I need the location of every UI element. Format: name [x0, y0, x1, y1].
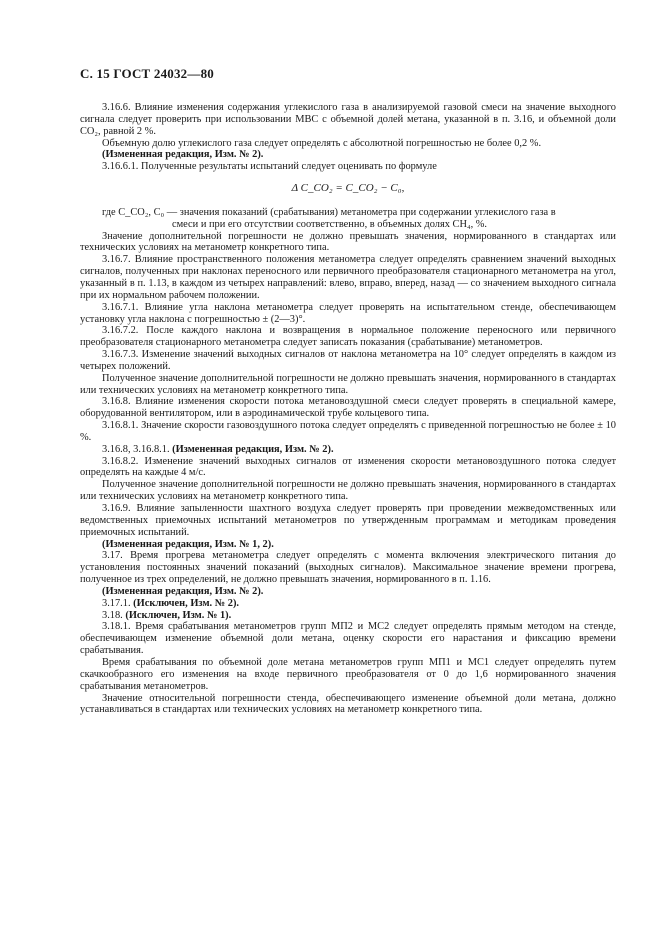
paragraph: Полученное значение дополнительной погрешности не должно превышать значения, нормированного в стандартах или технических условиях на метанометр конкретного типа.: [80, 479, 616, 503]
amendment-note: (Измененная редакция, Изм. № 1, 2).: [102, 538, 274, 550]
amendment-note: (Измененная редакция, Изм. № 2).: [172, 443, 334, 455]
excluded-note: (Исключен, Изм. № 2).: [133, 597, 240, 609]
amendment-note: (Измененная редакция, Изм. № 2).: [102, 149, 264, 161]
paragraph: 3.16.8.2. Изменение значений выходных сигналов от изменения скорости метановоздушного потока следует определять на каждые 4 м/с.: [80, 455, 616, 479]
paragraph: Полученное значение дополнительной погрешности не должно превышать значения, нормированного в стандартах или технических условиях на метанометр конкретного типа.: [80, 372, 616, 396]
excluded-note: (Исключен, Изм. № 1).: [125, 609, 232, 621]
paragraph: [80, 598, 616, 610]
paragraph: 3.16.7.3. Изменение значений выходных сигналов от наклона метанометра на 10° следует определять в каждом из четырех положений.: [80, 349, 616, 372]
formula-legend-cont: смеси и при его отсутствии соответственно, в объемных долях CH₄, %.: [172, 218, 488, 230]
paragraph: 3.16.7.1. Влияние угла наклона метанометра следует проверять на испытательном стенде, обеспечивающем установку угла наклона с погрешностью ± (2—3)°.: [80, 301, 616, 325]
paragraph: 3.16.8. Влияние изменения скорости потока метановоздушной смеси следует проверять в специальной камере, оборудованной вентилятором, или в аэродинамической трубе кольцевого типа.: [80, 396, 616, 420]
amendment-note: (Измененная редакция, Изм. № 2).: [102, 585, 264, 597]
paragraph: Время срабатывания по объемной доле метана метанометров групп МП1 и МС1 следует определять путем скачкообразного его изменения на входе первичного преобразователя от 0 до 1,6 нормированного значения срабатывания метанометров.: [80, 656, 616, 692]
paragraph: 3.16.8.1. Значение скорости газовоздушного потока следует определять с приведенной погрешностью не более ± 10 %.: [80, 420, 616, 443]
clause-ref: 3.17.1.: [102, 597, 134, 609]
paragraph: 3.16.7.2. После каждого наклона и возвращения в нормальное положение переносного или первичного преобразователя стационарного метанометра следует записать показания (срабатывание) метанометров.: [80, 325, 616, 349]
document-page: [80, 66, 616, 716]
paragraph: [80, 444, 616, 456]
paragraph: 3.16.6. Влияние изменения содержания углекислого газа в анализируемой газовой смеси на значение выходного сигнала следует проверить при использовании МВС с объемной долей метана, указанной в п. 3.16, и объемной доли CO₂, равной 2 %.: [80, 102, 616, 137]
paragraph: 3.16.9. Влияние запыленности шахтного воздуха следует проверять при проведении межведомственных или ведомственных приемочных испытаний метанометров по утвержденным программам и методикам проведения приемочных испытаний.: [80, 503, 616, 538]
clause-ref: 3.16.8, 3.16.8.1.: [102, 443, 173, 455]
document-body: [80, 102, 616, 716]
paragraph: Объемную долю углекислого газа следует определять с абсолютной погрешностью не более 0,2 %.: [102, 137, 542, 149]
formula-legend: где C_CO₂, C₀ — значения показаний (срабатывания) метанометра при содержании углекислого газа в: [102, 206, 556, 218]
clause-ref: 3.18.: [102, 609, 126, 621]
paragraph: Значение относительной погрешности стенда, обеспечивающего изменение объемной доли метана, должно устанавливаться в стандартах или технических условиях на метанометр конкретного типа.: [80, 692, 616, 716]
page-header: С. 15 ГОСТ 24032—80: [80, 66, 214, 81]
paragraph: 3.17. Время прогрева метанометра следует определять с момента включения электрического питания до установления постоянных значений показаний (выходных сигналов). Максимальное значение времени прогрева, полученное из трех определений, не должно превышать значения, нормированного в п. 1.16.: [80, 550, 616, 586]
paragraph: Значение дополнительной погрешности не должно превышать значения, нормированного в стандартах или технических условиях на метанометр конкретного типа.: [80, 230, 616, 254]
formula: Δ C_CO₂ = C_CO₂ − C₀,: [291, 182, 405, 195]
paragraph: [80, 610, 616, 622]
paragraph: 3.18.1. Время срабатывания метанометров групп МП2 и МС2 следует определять прямым методом на стенде, обеспечивающем изменение объемной доли метана, оценку скорости его нарастания и фиксацию времени срабатывания.: [80, 621, 616, 657]
paragraph: 3.16.7. Влияние пространственного положения метанометра следует определять сравнением значений выходных сигналов, полученных при наклонах переносного или первичного преобразователя стационарного метанометра на угол, указанный в п. 1.13, в каждом из четырех направлений: влево, вправо, вперед, назад — со значением выходного сигнала при их нормальном рабочем положении.: [80, 254, 616, 301]
paragraph: 3.16.6.1. Полученные результаты испытаний следует оценивать по формуле: [102, 161, 437, 173]
